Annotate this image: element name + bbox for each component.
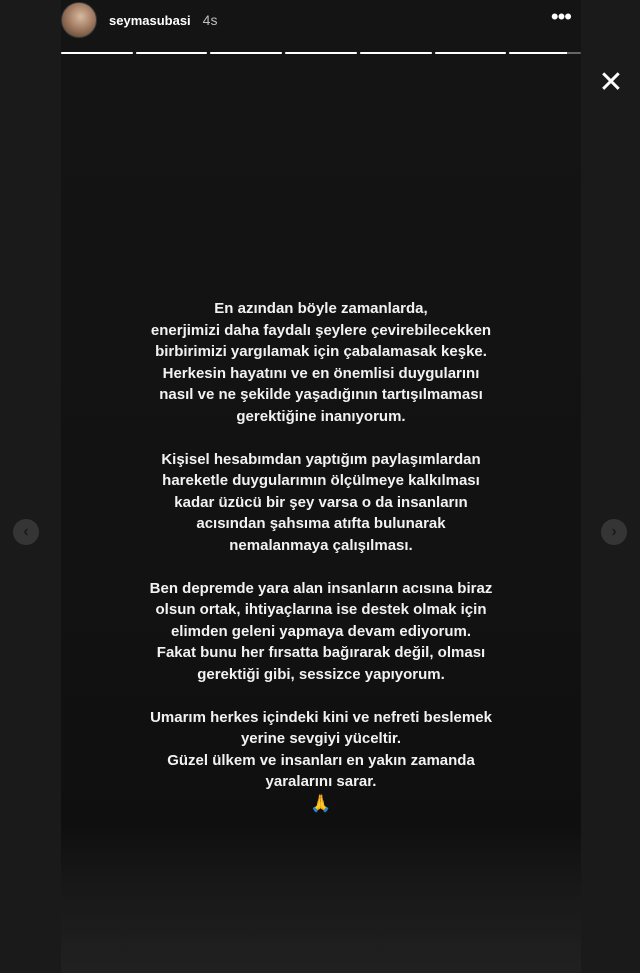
story-line: nemalanmaya çalışılması. [229,536,413,554]
praying-hands-emoji: 🙏 [310,793,332,813]
story-line: gerektiğine inanıyorum. [236,407,406,425]
previous-story-button[interactable]: ‹ [13,519,39,545]
progress-segment [509,52,581,54]
story-paragraph [61,707,581,793]
next-story-button[interactable]: › [601,519,627,545]
progress-bar [61,52,581,55]
story-line: enerjimizi daha faydalı şeylere çevirebilecekken [150,321,492,339]
time-ago: 4s [202,12,218,28]
story-line: kadar üzücü bir şey varsa o da insanların [174,493,468,511]
story-line: yerine sevgiyi yüceltir. [240,730,402,748]
progress-segment [61,52,133,54]
progress-segment-fill [136,52,208,54]
story-paragraph [61,578,581,686]
progress-segment [360,52,432,54]
story-paragraph [61,449,581,557]
story-line: hareketle duygularımın ölçülmeye kalkılması [162,472,480,490]
story-text [61,298,581,815]
story-line: Herkesin hayatını ve en önemlisi duygularını [162,364,480,382]
story-line: nasıl ve ne şekilde yaşadığının tartışılmaması [159,386,483,404]
story-line: acısından şahsıma atıfta bulunarak [196,515,446,533]
progress-segment-fill [61,52,133,54]
progress-segment-fill [210,52,282,54]
more-options-icon[interactable]: ••• [550,4,571,29]
story-line: Güzel ülkem ve insanları en yakın zamanda [167,751,475,769]
progress-segment-fill [360,52,432,54]
story-line: elimden geleni yapmaya devam ediyorum. [170,622,472,640]
story-line: olsun ortak, ihtiyaçlarına ise destek olmak için [155,601,487,619]
story-header [61,0,581,40]
story-line: Umarım herkes içindeki kini ve nefreti beslemek [150,708,492,726]
story-line: Ben depremde yara alan insanların acısına biraz [149,579,493,597]
progress-segment [285,52,357,54]
story-line: Fakat bunu her fırsatta bağırarak değil, olması [156,644,486,662]
story-paragraph [61,298,581,428]
story-line: gerektiği gibi, sessizce yapıyorum. [197,665,445,683]
username[interactable]: seymasubasi [109,12,191,28]
story-line: birbirimizi yargılamak için çabalamasak keşke. [155,343,487,361]
story-line: En azından böyle zamanlarda, [214,300,428,317]
progress-segment [210,52,282,54]
avatar[interactable] [61,2,97,38]
progress-segment [136,52,208,54]
progress-segment-fill [509,52,566,54]
progress-segment-fill [435,52,507,54]
progress-segment [435,52,507,54]
story-line: Kişisel hesabımdan yaptığım paylaşımlardan [161,450,481,468]
progress-segment-fill [285,52,357,54]
story-line: yaralarını sarar. [265,773,377,791]
close-icon[interactable]: ✕ [598,66,624,99]
